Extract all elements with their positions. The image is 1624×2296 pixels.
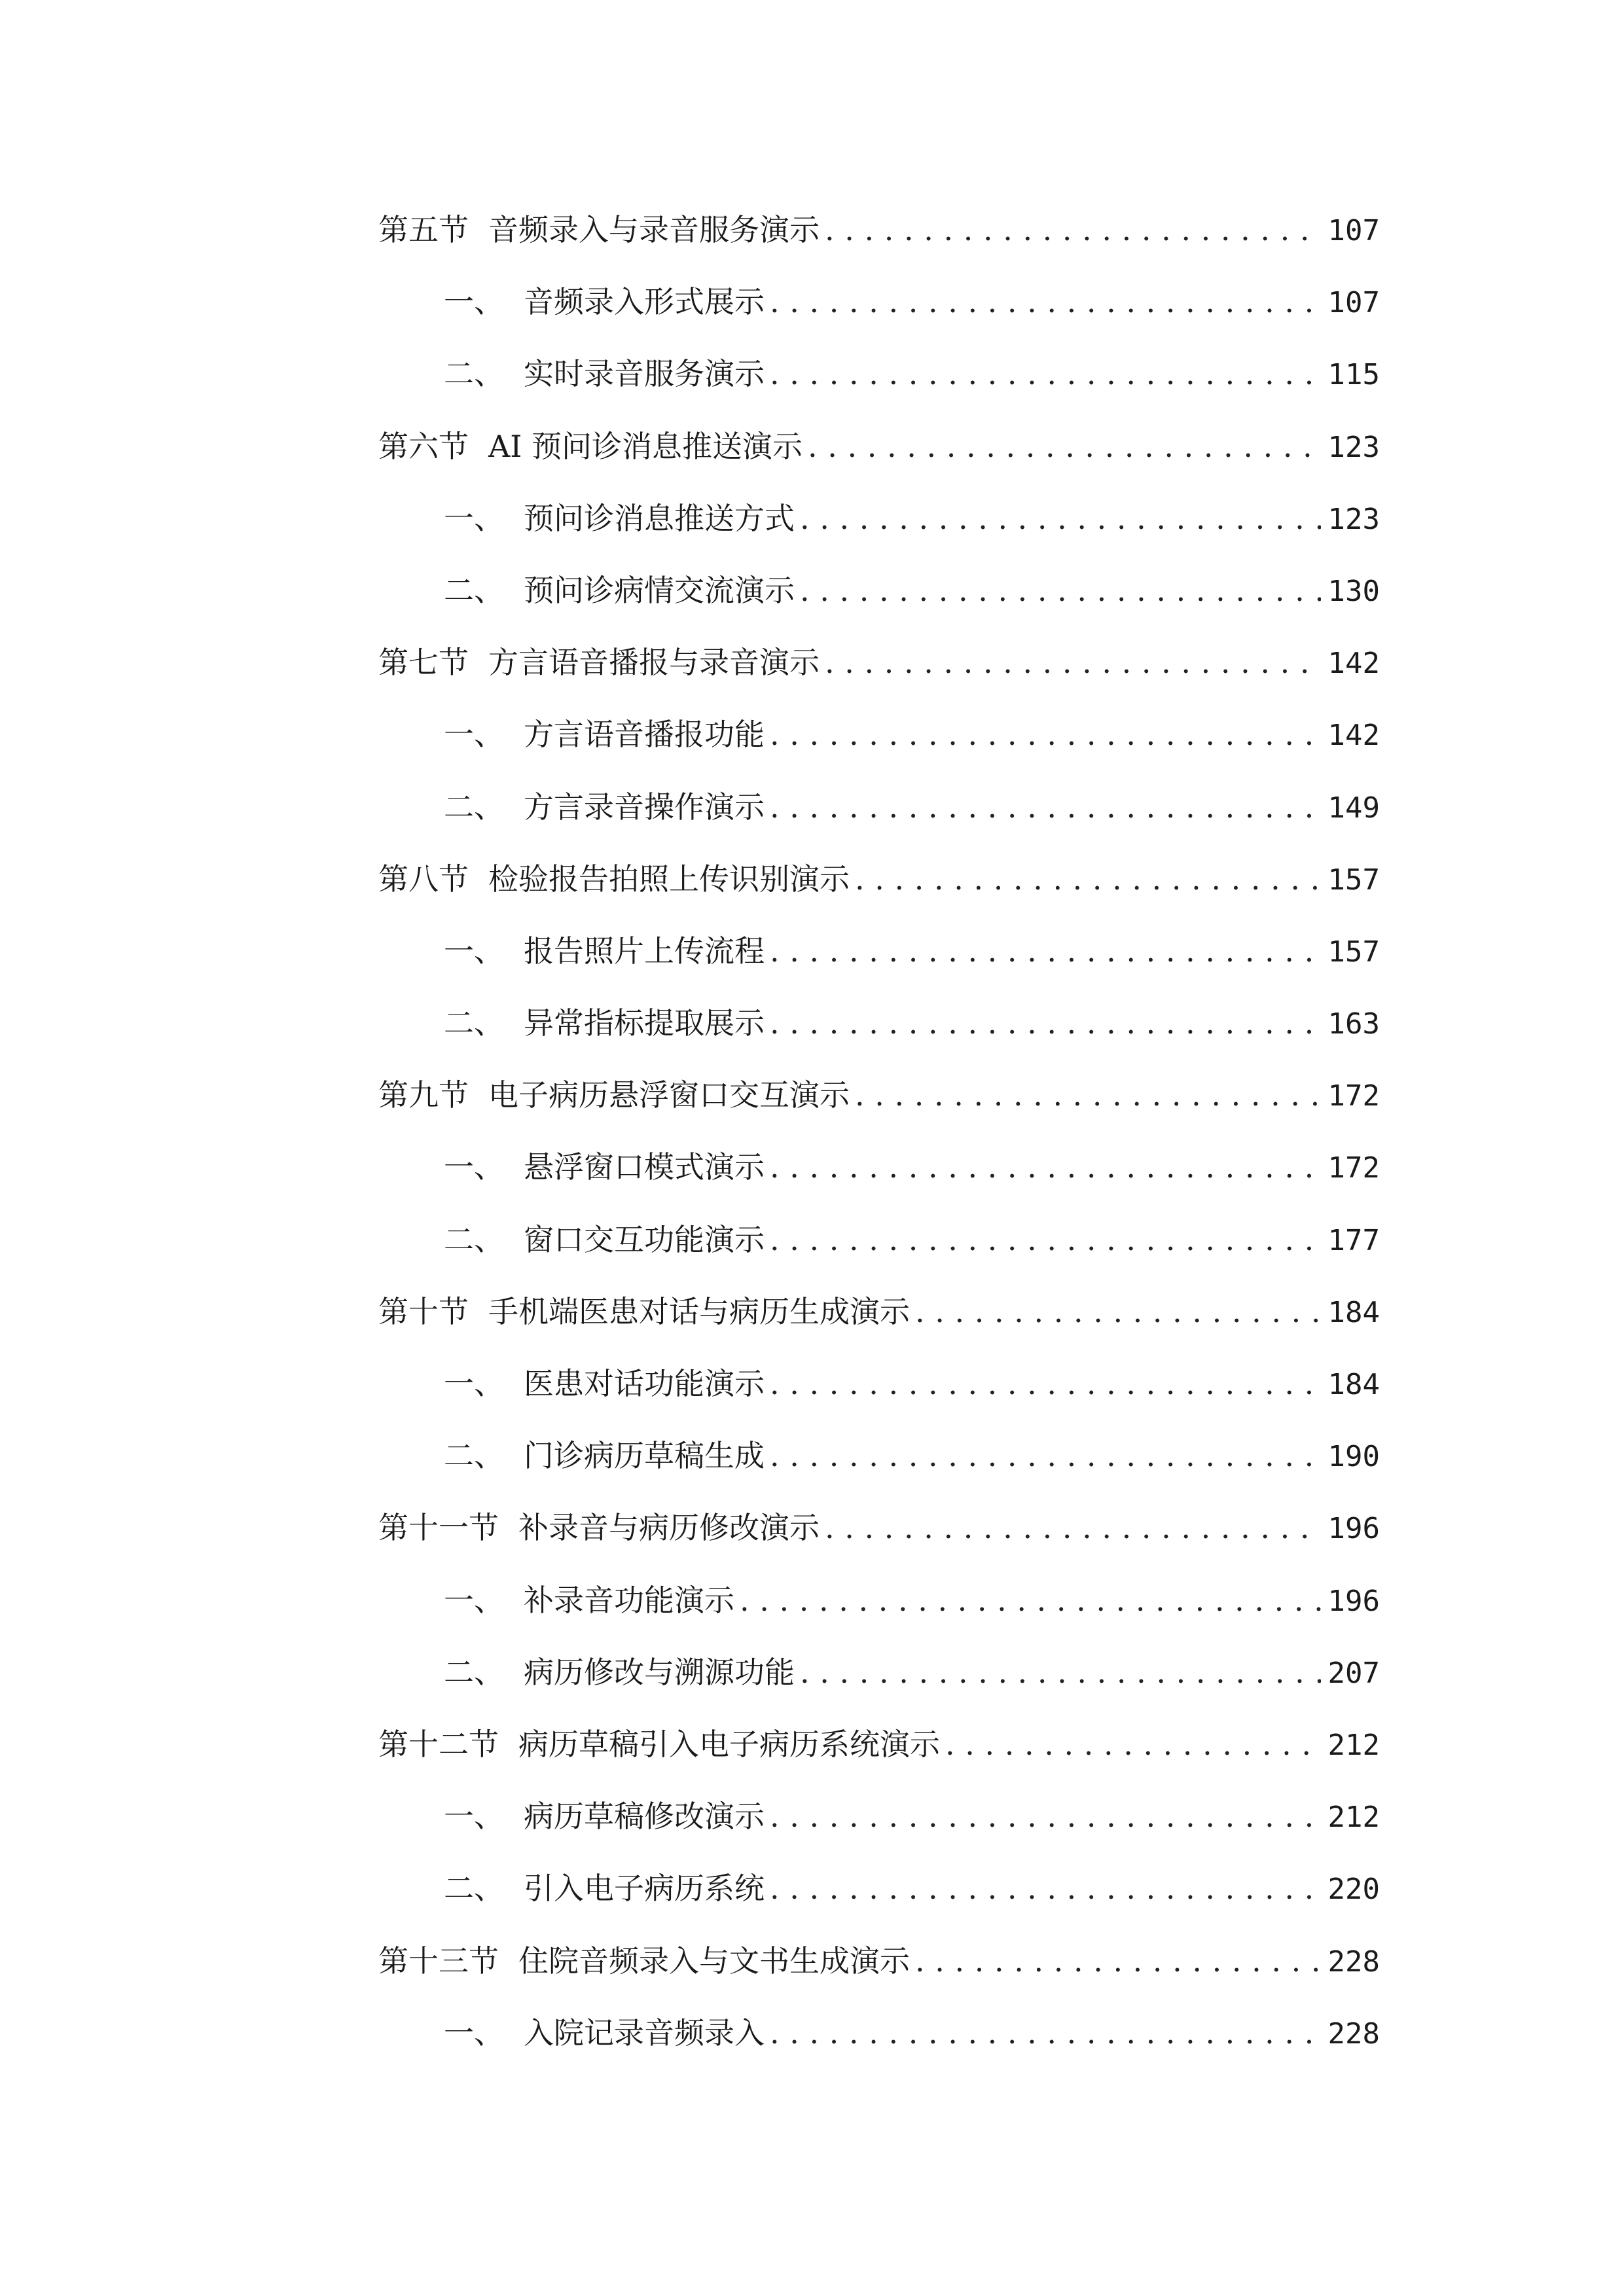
toc-number: 一、 [444,1149,504,1185]
toc-page-number: 196 [1327,1512,1380,1546]
toc-page-number: 149 [1327,791,1380,825]
toc-leader-dots [915,1925,1321,1997]
toc-number: 二、 [444,789,504,825]
toc-page-number: 212 [1327,1728,1380,1762]
toc-subsection[interactable] [378,987,1380,1059]
toc-subsection[interactable] [378,554,1380,626]
toc-title: 补录音功能演示 [524,1582,734,1618]
toc-leader-dots [825,194,1321,266]
toc-number: 第十三节 [378,1943,499,1979]
toc-number: 二、 [444,356,504,392]
toc-title: AI 预问诊消息推送演示 [488,428,803,464]
toc-leader-dots [825,626,1321,698]
toc-number: 一、 [444,933,504,969]
toc-title: 入院记录音频录入 [524,2015,765,2051]
toc-leader-dots [770,1997,1321,2069]
toc-number: 一、 [444,1582,504,1618]
toc-title: 病历草稿引入电子病历系统演示 [518,1726,940,1762]
toc-number: 一、 [444,284,504,320]
toc-leader-dots [770,987,1321,1059]
toc-number: 第七节 [378,645,469,681]
toc-leader-dots [855,1059,1321,1131]
toc-title: 医患对话功能演示 [524,1366,765,1401]
toc-leader-dots [770,1852,1321,1924]
toc-page-number: 157 [1327,935,1380,969]
toc-title: 方言语音播报功能 [524,717,765,753]
toc-title: 音频录入与录音服务演示 [488,212,820,247]
toc-page-number: 228 [1327,2017,1380,2051]
toc-leader-dots [770,915,1321,987]
toc-page-number: 172 [1327,1079,1380,1113]
toc-page-number: 196 [1327,1584,1380,1618]
toc-subsection[interactable] [378,1780,1380,1852]
toc-subsection[interactable] [378,1997,1380,2069]
toc-subsection[interactable] [378,1636,1380,1708]
toc-page-number: 130 [1327,574,1380,608]
toc-page-number: 212 [1327,1801,1380,1835]
toc-page-number: 228 [1327,1945,1380,1979]
toc-page-number: 115 [1327,358,1380,392]
toc-page-number: 172 [1327,1151,1380,1185]
toc-number: 二、 [444,572,504,608]
toc-title: 窗口交互功能演示 [524,1221,765,1257]
toc-page-number: 184 [1327,1295,1380,1329]
toc-page-number: 123 [1327,502,1380,536]
toc-number: 第八节 [378,861,469,897]
toc-title: 悬浮窗口模式演示 [524,1149,765,1185]
toc-page-number: 190 [1327,1440,1380,1474]
toc-leader-dots [808,410,1321,482]
toc-section-7[interactable] [378,626,1380,698]
table-of-contents [378,194,1380,2069]
toc-section-5[interactable] [378,194,1380,266]
toc-number: 一、 [444,500,504,536]
toc-subsection[interactable] [378,1348,1380,1420]
toc-leader-dots [770,771,1321,843]
toc-title: 检验报告拍照上传识别演示 [488,861,850,897]
toc-title: 报告照片上传流程 [524,933,765,969]
toc-subsection[interactable] [378,338,1380,410]
toc-title: 方言录音操作演示 [524,789,765,825]
toc-number: 二、 [444,1005,504,1041]
toc-leader-dots [770,698,1321,770]
toc-leader-dots [800,482,1321,554]
toc-page-number: 220 [1327,1873,1380,1907]
toc-number: 一、 [444,717,504,753]
toc-title: 住院音频录入与文书生成演示 [518,1943,910,1979]
toc-leader-dots [740,1564,1321,1636]
toc-page-number: 107 [1327,286,1380,320]
toc-subsection[interactable] [378,1564,1380,1636]
toc-title: 异常指标提取展示 [524,1005,765,1041]
toc-leader-dots [770,1780,1321,1852]
toc-subsection[interactable] [378,1852,1380,1924]
toc-section-9[interactable] [378,1059,1380,1131]
toc-page-number: 142 [1327,719,1380,753]
toc-number: 一、 [444,1366,504,1401]
toc-number: 二、 [444,1871,504,1907]
toc-page-number: 157 [1327,863,1380,897]
toc-leader-dots [770,266,1321,338]
toc-number: 二、 [444,1438,504,1474]
toc-leader-dots [855,843,1321,915]
toc-leader-dots [770,1348,1321,1420]
toc-title: 引入电子病历系统 [524,1871,765,1907]
toc-subsection[interactable] [378,915,1380,987]
toc-title: 病历修改与溯源功能 [524,1654,795,1690]
toc-page-number: 123 [1327,430,1380,464]
toc-page-number: 207 [1327,1656,1380,1690]
toc-leader-dots [800,554,1321,626]
toc-section-13[interactable] [378,1925,1380,1997]
toc-number: 第九节 [378,1077,469,1113]
toc-title: 病历草稿修改演示 [524,1799,765,1835]
toc-number: 第十一节 [378,1510,499,1546]
toc-number: 二、 [444,1221,504,1257]
toc-leader-dots [770,1204,1321,1276]
toc-page-number: 142 [1327,647,1380,681]
toc-number: 第十二节 [378,1726,499,1762]
toc-subsection[interactable] [378,1131,1380,1203]
toc-title: 预问诊病情交流演示 [524,572,795,608]
toc-subsection[interactable] [378,771,1380,843]
toc-title: 补录音与病历修改演示 [518,1510,820,1546]
toc-number: 二、 [444,1654,504,1690]
toc-title: 手机端医患对话与病历生成演示 [488,1293,910,1329]
toc-page-number: 184 [1327,1368,1380,1401]
toc-leader-dots [770,1131,1321,1203]
toc-leader-dots [915,1276,1321,1348]
toc-page-number: 177 [1327,1223,1380,1257]
toc-section-8[interactable] [378,843,1380,915]
toc-title: 电子病历悬浮窗口交互演示 [488,1077,850,1113]
toc-number: 一、 [444,2015,504,2051]
toc-section-12[interactable] [378,1708,1380,1780]
toc-subsection[interactable] [378,1420,1380,1492]
toc-leader-dots [770,338,1321,410]
toc-leader-dots [825,1492,1321,1564]
toc-number: 第五节 [378,212,469,247]
toc-section-10[interactable] [378,1276,1380,1348]
toc-leader-dots [800,1636,1321,1708]
toc-subsection[interactable] [378,266,1380,338]
toc-title: 方言语音播报与录音演示 [488,645,820,681]
toc-page-number: 107 [1327,214,1380,247]
toc-section-6[interactable] [378,410,1380,482]
toc-number: 一、 [444,1799,504,1835]
toc-number: 第六节 [378,428,469,464]
toc-subsection[interactable] [378,698,1380,770]
toc-title: 音频录入形式展示 [524,284,765,320]
toc-section-11[interactable] [378,1492,1380,1564]
toc-number: 第十节 [378,1293,469,1329]
toc-leader-dots [945,1708,1321,1780]
toc-subsection[interactable] [378,1204,1380,1276]
toc-subsection[interactable] [378,482,1380,554]
toc-leader-dots [770,1420,1321,1492]
toc-title: 门诊病历草稿生成 [524,1438,765,1474]
toc-title: 实时录音服务演示 [524,356,765,392]
toc-page-number: 163 [1327,1007,1380,1041]
toc-title: 预问诊消息推送方式 [524,500,795,536]
